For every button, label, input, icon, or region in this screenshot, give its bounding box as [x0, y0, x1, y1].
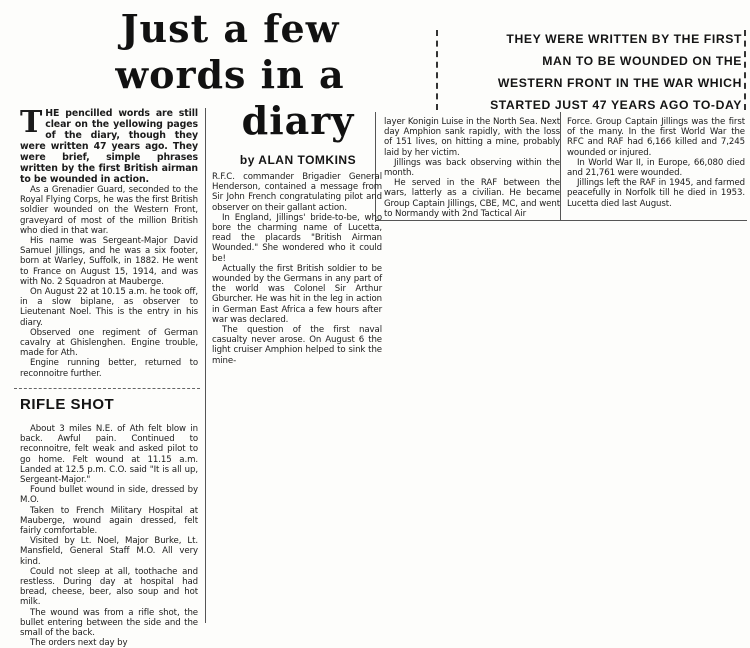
paragraph: In England, Jillings' bride-to-be, who bore the charming name of Lucetta, read the placards "British Airman Wounded." She wondered who it could be!	[212, 212, 382, 264]
article-column-2	[212, 172, 382, 366]
headline	[40, 6, 420, 98]
paragraph: Force. Group Captain Jillings was the first of the many. In the first World War the RFC and RAF had 6,166 killed and 7,245 wounded or injured.	[567, 117, 745, 158]
standfirst-line: STARTED JUST 47 YEARS AGO TO-DAY	[490, 98, 742, 112]
paragraph: Taken to French Military Hospital at Mauberge, wound again dressed, felt fairly comfortable.	[20, 505, 198, 537]
standfirst-left-rule	[436, 30, 438, 110]
paragraph: Could not sleep at all, toothache and restless. During day at hospital had bread, cheese, beer, also soup and hot milk.	[20, 566, 198, 608]
paragraph: layer Konigin Luise in the North Sea. Next day Amphion sank rapidly, with the loss of 151 lives, on hitting a mine, probably laid by her victim.	[384, 117, 560, 158]
standfirst-right-rule	[744, 30, 746, 110]
paragraph: On August 22 at 10.15 a.m. he took off, in a slow biplane, as observer to Lieutenant Noel. This is the entry in his diary.	[20, 287, 198, 328]
paragraph: Found bullet wound in side, dressed by M.O.	[20, 485, 198, 506]
column-rule	[205, 108, 206, 623]
standfirst-line: THEY WERE WRITTEN BY THE FIRST	[506, 32, 742, 46]
paragraph: Jillings left the RAF in 1945, and farmed peacefully in Norfolk till he died in 1953. Lucetta died last August.	[567, 178, 745, 209]
headline-line-3: diary	[241, 98, 355, 143]
article-column-1-continued	[20, 424, 198, 648]
byline: by ALAN TOMKINS	[239, 153, 357, 167]
paragraph: Visited by Lt. Noel, Major Burke, Lt. Mansfield, General Staff M.O. All very kind.	[20, 536, 198, 567]
standfirst-line: MAN TO BE WOUNDED ON THE	[542, 54, 742, 68]
paragraph: Actually the first British soldier to be wounded by the Germans in any part of the world was Colonel Sir Arthur Gburcher. He was hit in the leg in action in German East Africa a few hours after war was declared.	[212, 263, 382, 325]
paragraph: The orders next day by	[30, 638, 128, 648]
subhead: RIFLE SHOT	[20, 396, 115, 413]
drop-cap: T	[20, 105, 43, 140]
paragraph: His name was Sergeant-Major David Samuel Jillings, and he was a six footer, born at Warley, Suffolk, in 1882. He went to France on August 15, 1914, and was with No. 2 Squadron at Mauberge.	[20, 236, 198, 287]
paragraph: The wound was from a rifle shot, the bullet entering between the side and the small of the back.	[20, 607, 198, 639]
section-rule	[375, 220, 747, 221]
article-column-4	[567, 117, 745, 209]
paragraph: He served in the RAF between the wars, latterly as a civilian. He became Group Captain Jillings, CBE, MC, and went to Normandy with 2nd Tactical Air	[384, 178, 560, 219]
standfirst-line: WESTERN FRONT IN THE WAR WHICH	[497, 76, 742, 90]
headline-line-2: words in a	[115, 52, 345, 97]
lead-text: HE pencilled words are still clear on the yellowing pages of the diary, though they were written 47 years ago. They were brief, simple phrases written by the first British airman to be wounded in action.	[20, 108, 198, 185]
paragraph: About 3 miles N.E. of Ath felt blow in back. Awful pain. Continued to reconnoitre, felt weak and asked pilot to go home. Felt wound at 11.15 a.m. Landed at 12.5 p.m. C.O. said "It is all up, Sergeant-Major."	[20, 424, 198, 486]
paragraph: The question of the first naval casualty never arose. On August 6 the light cruiser Amphion helped to sink the mine-	[212, 325, 382, 366]
paragraph: R.F.C. commander Brigadier General Henderson, contained a message from Sir John French congratulating pilot and observer on their gallant action.	[212, 172, 382, 213]
column-rule	[560, 112, 561, 220]
article-column-3	[384, 117, 560, 219]
diary-entry: Engine running better, returned to reconnoitre further.	[20, 358, 198, 379]
lead-paragraph	[20, 105, 198, 185]
paragraph: Jillings was back observing within the month.	[384, 157, 560, 179]
diary-entry: Observed one regiment of German cavalry at Ghislenghen. Engine trouble, made for Ath.	[20, 327, 198, 359]
paragraph: In World War II, in Europe, 66,080 died and 21,761 were wounded.	[567, 157, 745, 179]
paragraph: As a Grenadier Guard, seconded to the Royal Flying Corps, he was the first British soldier wounded on the Western Front, graveyard of most of the million British who died in that war.	[20, 185, 198, 236]
article-column-1	[20, 105, 198, 379]
standfirst	[442, 28, 742, 116]
headline-line-1: Just a few	[120, 6, 340, 51]
subhead-rule	[14, 388, 200, 389]
